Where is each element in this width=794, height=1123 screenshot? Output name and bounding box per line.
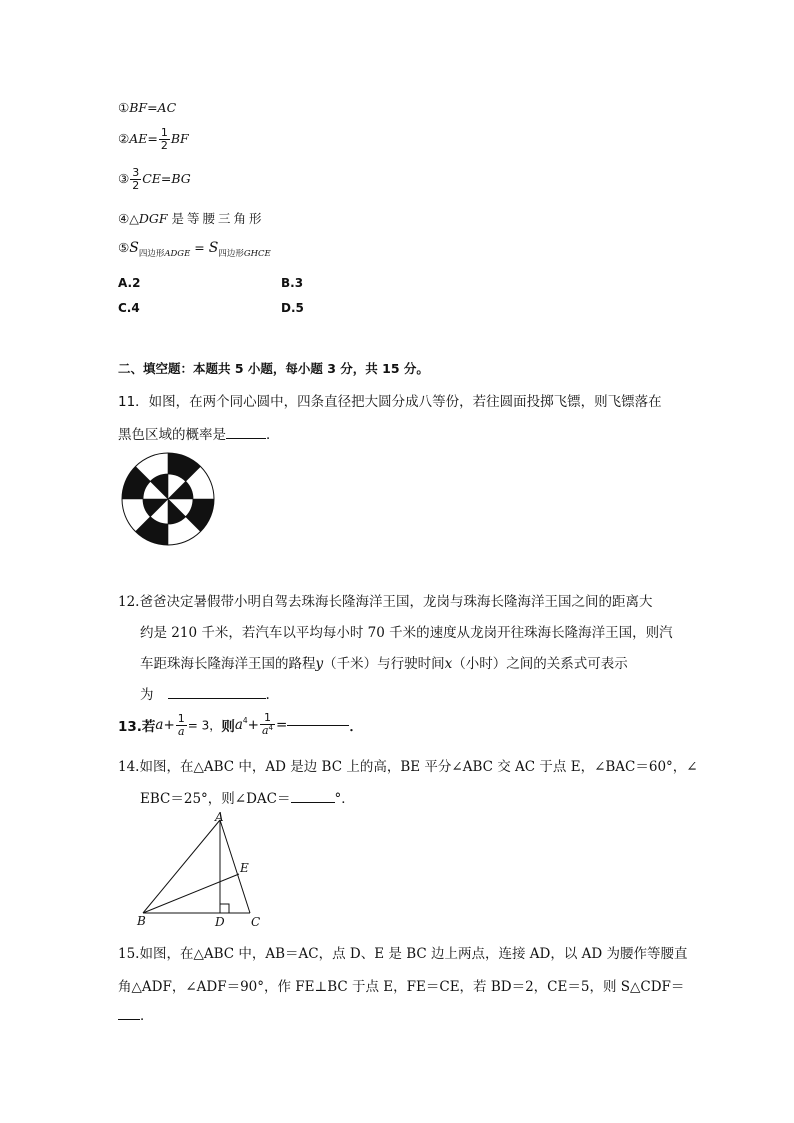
choice-c[interactable]: C.4 <box>118 301 140 315</box>
option-expr: BF=AC <box>129 100 177 115</box>
q11-line2: 黑色区域的概率是 ． <box>118 427 280 443</box>
q15-line1: 15.如图，在△ABC 中，AB＝AC，点 D、E 是 BC 边上两点，连接 AD，以 AD 为腰作等腰直 <box>118 946 688 962</box>
answer-blank[interactable] <box>226 438 266 439</box>
choice-b[interactable]: B.3 <box>281 276 304 290</box>
fraction: $\frac{1}{a}$ <box>177 711 185 738</box>
answer-blank[interactable] <box>118 1019 140 1020</box>
option-number: ⑤ <box>118 240 130 255</box>
option-expr: AE= <box>129 131 158 146</box>
choice-d[interactable]: D.5 <box>281 301 304 315</box>
fraction: $\frac{3}{2}$ <box>132 166 140 192</box>
label-E: E <box>240 861 249 875</box>
fraction: $\frac{1}{a^4}$ <box>261 711 273 737</box>
q15-line2: 角△ADF，∠ADF＝90°，作 FE⊥BC 于点 E，FE＝CE，若 BD＝2，CE＝5，则 S△CDF＝ <box>118 979 685 995</box>
choice-a[interactable]: A.2 <box>118 276 141 290</box>
option-number: ④ <box>118 211 130 226</box>
q11-line1: 11．如图，在两个同心圆中，四条直径把大圆分成八等份，若往圆面投掷飞镖，则飞镖落在 <box>118 394 662 410</box>
q12-line4: 为 . <box>140 687 270 703</box>
answer-blank[interactable] <box>168 698 266 699</box>
answer-blank[interactable] <box>291 802 335 803</box>
option-5: $⑤S_{四边形ADGE} = S_{四边形GHCE}$ <box>118 240 271 259</box>
label-D: D <box>215 915 225 929</box>
section-title: 二、填空题：本题共 5 小题，每小题 3 分，共 15 分。 <box>118 361 429 376</box>
label-B: B <box>137 914 146 928</box>
option-number: ③ <box>118 171 130 186</box>
dartboard-figure <box>120 451 216 547</box>
label-C: C <box>251 915 261 929</box>
q12-line1: 12.爸爸决定暑假带小明自驾去珠海长隆海洋王国，龙岗与珠海长隆海洋王国之间的距离大 <box>118 594 653 610</box>
option-4: ④△DGF 是等腰三角形 <box>118 211 265 226</box>
label-A: A <box>215 810 224 824</box>
option-number: ① <box>118 100 130 115</box>
triangle-figure <box>134 808 264 930</box>
q12-line2: 约是 210 千米，若汽车以平均每小时 70 千米的速度从龙岗开往珠海长隆海洋王国，则汽 <box>140 625 673 641</box>
q14-line1: 14.如图，在△ABC 中，AD 是边 BC 上的高，BE 平分∠ABC 交 AC 于点 E，∠BAC＝60°，∠ <box>118 759 698 775</box>
fraction: $\frac{1}{2}$ <box>160 126 168 152</box>
option-expr: CE=BG <box>142 171 191 186</box>
option-1 <box>118 100 176 115</box>
q15-line3: ． <box>118 1004 154 1024</box>
q14-line2: EBC＝25°，则∠DAC＝ °． <box>140 791 355 807</box>
answer-blank[interactable] <box>287 725 349 726</box>
option-3 <box>118 167 191 192</box>
option-2 <box>118 127 189 152</box>
q12-line3: 车距珠海长隆海洋王国的路程y（千米）与行驶时间x（小时）之间的关系式可表示 <box>140 656 628 672</box>
option-number: ② <box>118 131 130 146</box>
option-expr: BF <box>170 131 189 146</box>
q13-line: 13.若a+ $\frac{1}{a}$ = 3，则$a^4+$ $\frac{1}{a^4}$ = ． <box>118 711 363 738</box>
